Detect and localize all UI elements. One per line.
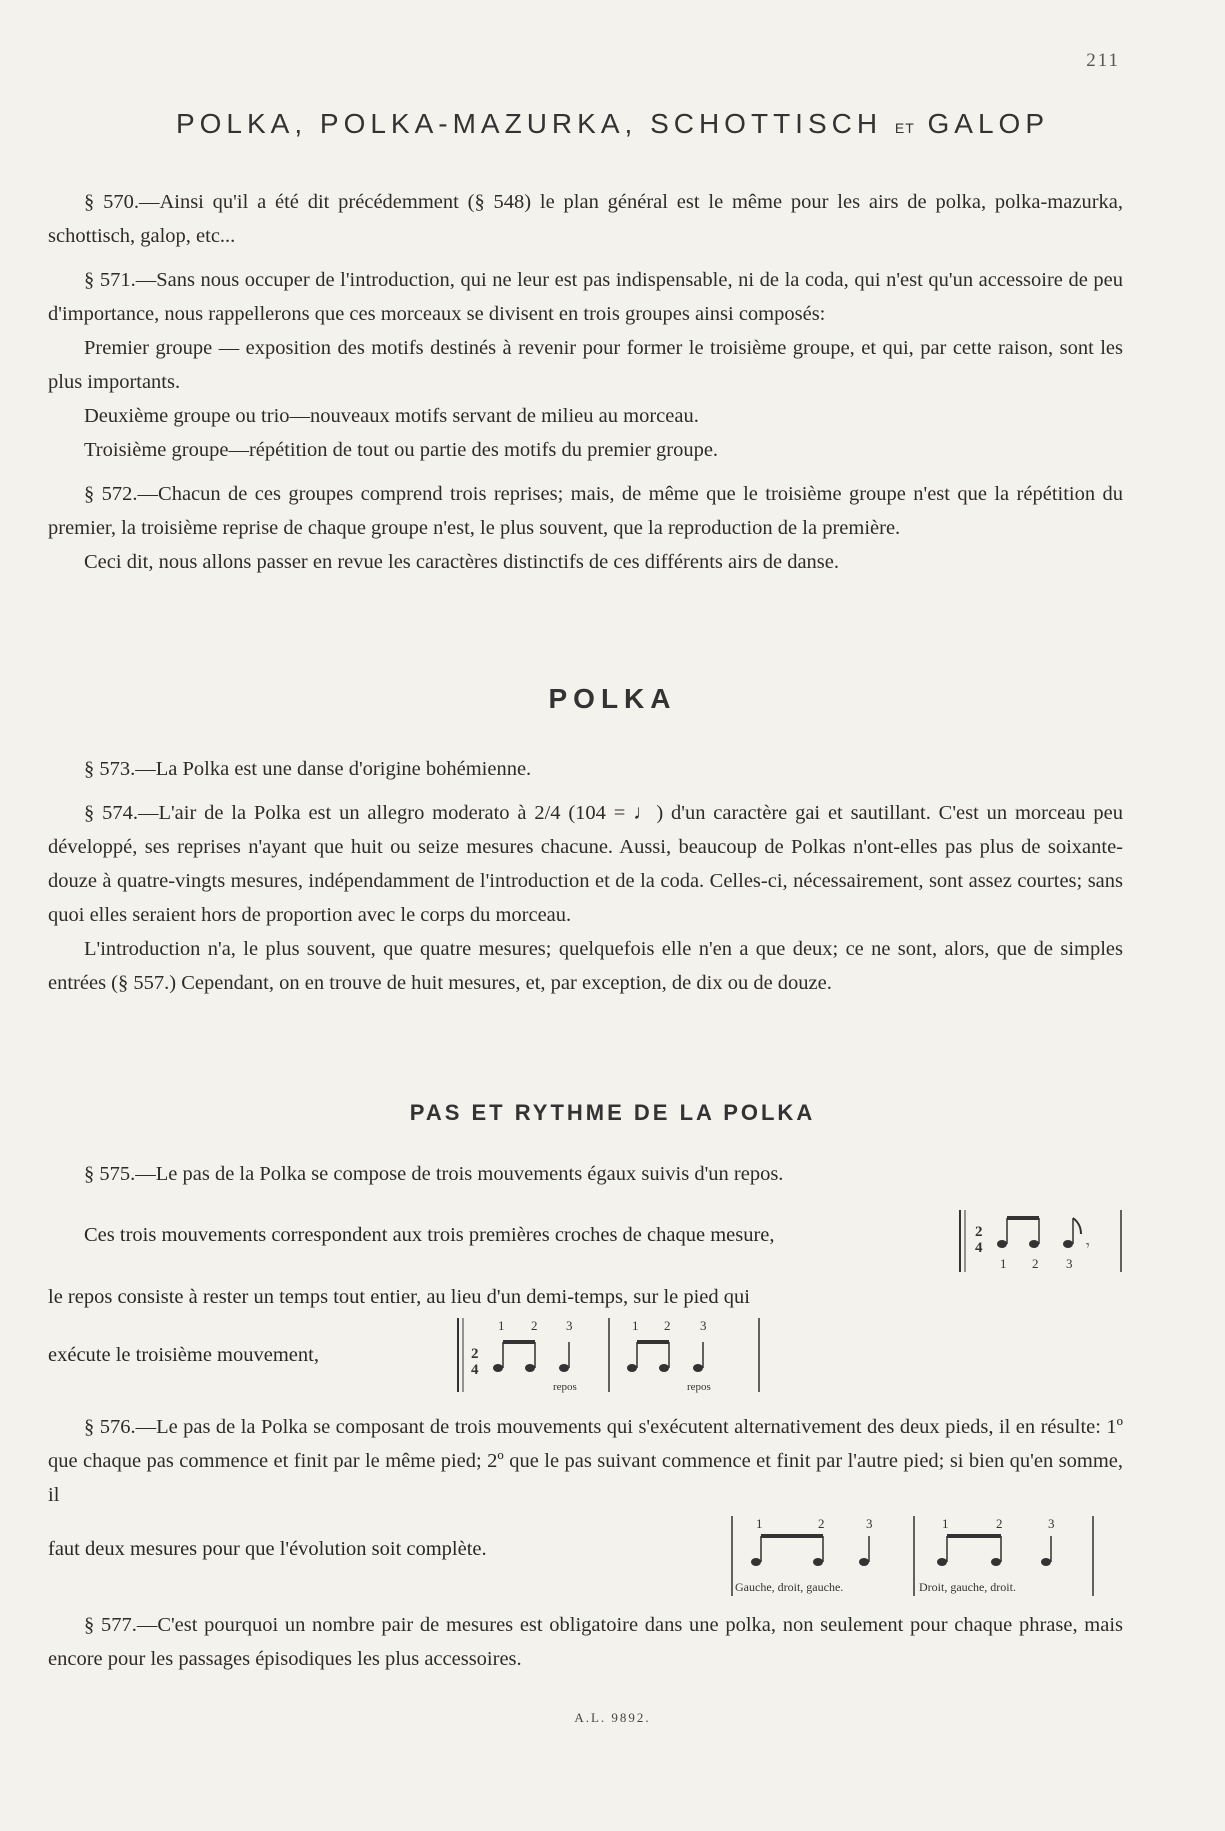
svg-text:1: 1 xyxy=(498,1318,505,1333)
group-2: Deuxième groupe ou trio—nouveaux motifs servant de milieu au morceau. xyxy=(84,405,699,427)
paragraph-576: § 576.—Le pas de la Polka se composant de trois mouvements qui s'exécutent alternativement des deux pieds, il en résulte: 1º que chaque pas commence et finit par le même pied; 2º que le pas suivant commence et finit par l'autre pied; si bien qu'en somme, il xyxy=(48,1416,1123,1506)
svg-text:repos: repos xyxy=(553,1381,577,1393)
svg-text:𝄾: 𝄾 xyxy=(1086,1239,1090,1254)
svg-text:3: 3 xyxy=(700,1318,707,1333)
rhythm-feet xyxy=(730,1512,1100,1598)
paragraph-575-block xyxy=(48,1157,1123,1201)
line-faut: faut deux mesures pour que l'évolution soit complète. xyxy=(48,1538,487,1560)
paragraph-577: § 577.—C'est pourquoi un nombre pair de mesures est obligatoire dans une polka, non seulement pour chaque phrase, mais encore pour les passages épisodiques les plus accessoires. xyxy=(48,1614,1123,1670)
svg-text:3: 3 xyxy=(566,1318,573,1333)
svg-text:2: 2 xyxy=(996,1516,1003,1531)
line-ces-trois: Ces trois mouvements correspondent aux trois premières croches de chaque mesure, xyxy=(84,1224,775,1246)
page-title xyxy=(0,108,1225,140)
foot-label-a: Gauche, droit, gauche. xyxy=(735,1580,844,1594)
paragraph-ceci: Ceci dit, nous allons passer en revue les caractères distinctifs de ces différents airs de danse. xyxy=(84,551,840,573)
title-part-2: GALOP xyxy=(927,108,1050,139)
group-3: Troisième groupe—répétition de tout ou partie des motifs du premier groupe. xyxy=(84,439,719,461)
svg-text:2: 2 xyxy=(664,1318,671,1333)
time-sig-num: 2 xyxy=(975,1224,983,1240)
svg-text:2: 2 xyxy=(818,1516,825,1531)
line-repos: le repos consiste à rester un temps tout entier, au lieu d'un demi-temps, sur le pied qui xyxy=(48,1286,750,1308)
title-part-1: POLKA, POLKA-MAZURKA, SCHOTTISCH xyxy=(175,108,883,139)
paragraph-571: § 571.—Sans nous occuper de l'introduction, qui ne leur est pas indispensable, ni de la coda, qui n'est qu'un accessoire de peu d'importance, nous rappellerons que ces morceaux se divisent en trois groupes ainsi composés: xyxy=(48,269,1123,325)
svg-text:3: 3 xyxy=(866,1516,873,1531)
rhythm-repos xyxy=(456,1312,766,1396)
count-3: 3 xyxy=(1066,1256,1073,1271)
svg-text:1: 1 xyxy=(942,1516,949,1531)
footer-plate-number: A.L. 9892. xyxy=(574,1710,651,1725)
paragraph-572: § 572.—Chacun de ces groupes comprend trois reprises; mais, de même que le troisième groupe n'est que la répétition du premier, la troisième reprise de chaque groupe n'est, le plus souvent, que la reproduction de la première. xyxy=(48,483,1123,539)
count-2: 2 xyxy=(1032,1256,1039,1271)
paragraph-576-block xyxy=(48,1410,1123,1522)
line-execute: exécute le troisième mouvement, xyxy=(48,1344,319,1366)
paragraph-575: § 575.—Le pas de la Polka se compose de trois mouvements égaux suivis d'un repos. xyxy=(84,1163,784,1185)
section-polka-text xyxy=(48,752,1123,1010)
paragraph-574: § 574.—L'air de la Polka est un allegro moderato à 2/4 (104 = ♩) d'un caractère gai et sautillant. C'est un morceau peu développé, ses reprises n'ayant que huit ou seize mesures chacune. Aussi, beaucoup de Polkas n'ont-elles pas plus de soixante-douze à quatre-vingts mesures, indépendamment de l'introduction et de la coda. Celles-ci, nécessairement, sont assez courtes; sans quoi elles seraient hors de proportion avec le corps du morceau. xyxy=(48,802,1123,926)
paragraph-577-block xyxy=(48,1608,1123,1686)
heading-pas-rythme: PAS ET RYTHME DE LA POLKA xyxy=(409,1100,816,1125)
svg-text:1: 1 xyxy=(756,1516,763,1531)
repos-label: repos xyxy=(687,1381,711,1393)
paragraph-570: § 570.—Ainsi qu'il a été dit précédemment (§ 548) le plan général est le même pour les airs de polka, polka-mazurka, schottisch, galop, etc... xyxy=(48,191,1123,247)
svg-text:1: 1 xyxy=(632,1318,639,1333)
paragraph-introduction: L'introduction n'a, le plus souvent, que quatre mesures; quelquefois elle n'en a que deux; ce ne sont, alors, que de simples entrées (§ 557.) Cependant, on en trouve de huit mesures, et, par exception, de dix ou de douze. xyxy=(48,938,1123,994)
time-sig-den: 4 xyxy=(975,1240,983,1256)
group-1: Premier groupe — exposition des motifs destinés à revenir pour former le troisième groupe, et qui, par cette raison, sont les plus importants. xyxy=(48,337,1123,393)
foot-label-b: Droit, gauche, droit. xyxy=(919,1580,1016,1594)
svg-text:3: 3 xyxy=(1048,1516,1055,1531)
paragraph-573: § 573.—La Polka est une danse d'origine bohémienne. xyxy=(84,758,532,780)
count-1: 1 xyxy=(1000,1256,1007,1271)
svg-text:2: 2 xyxy=(471,1346,479,1362)
svg-text:2: 2 xyxy=(531,1318,538,1333)
section-intro-text xyxy=(48,185,1123,589)
title-et: ET xyxy=(894,120,915,136)
page-number: 211 xyxy=(1086,50,1120,71)
heading-polka: POLKA xyxy=(548,683,677,714)
svg-text:4: 4 xyxy=(471,1362,479,1378)
rhythm-three-eighths xyxy=(958,1206,1128,1276)
